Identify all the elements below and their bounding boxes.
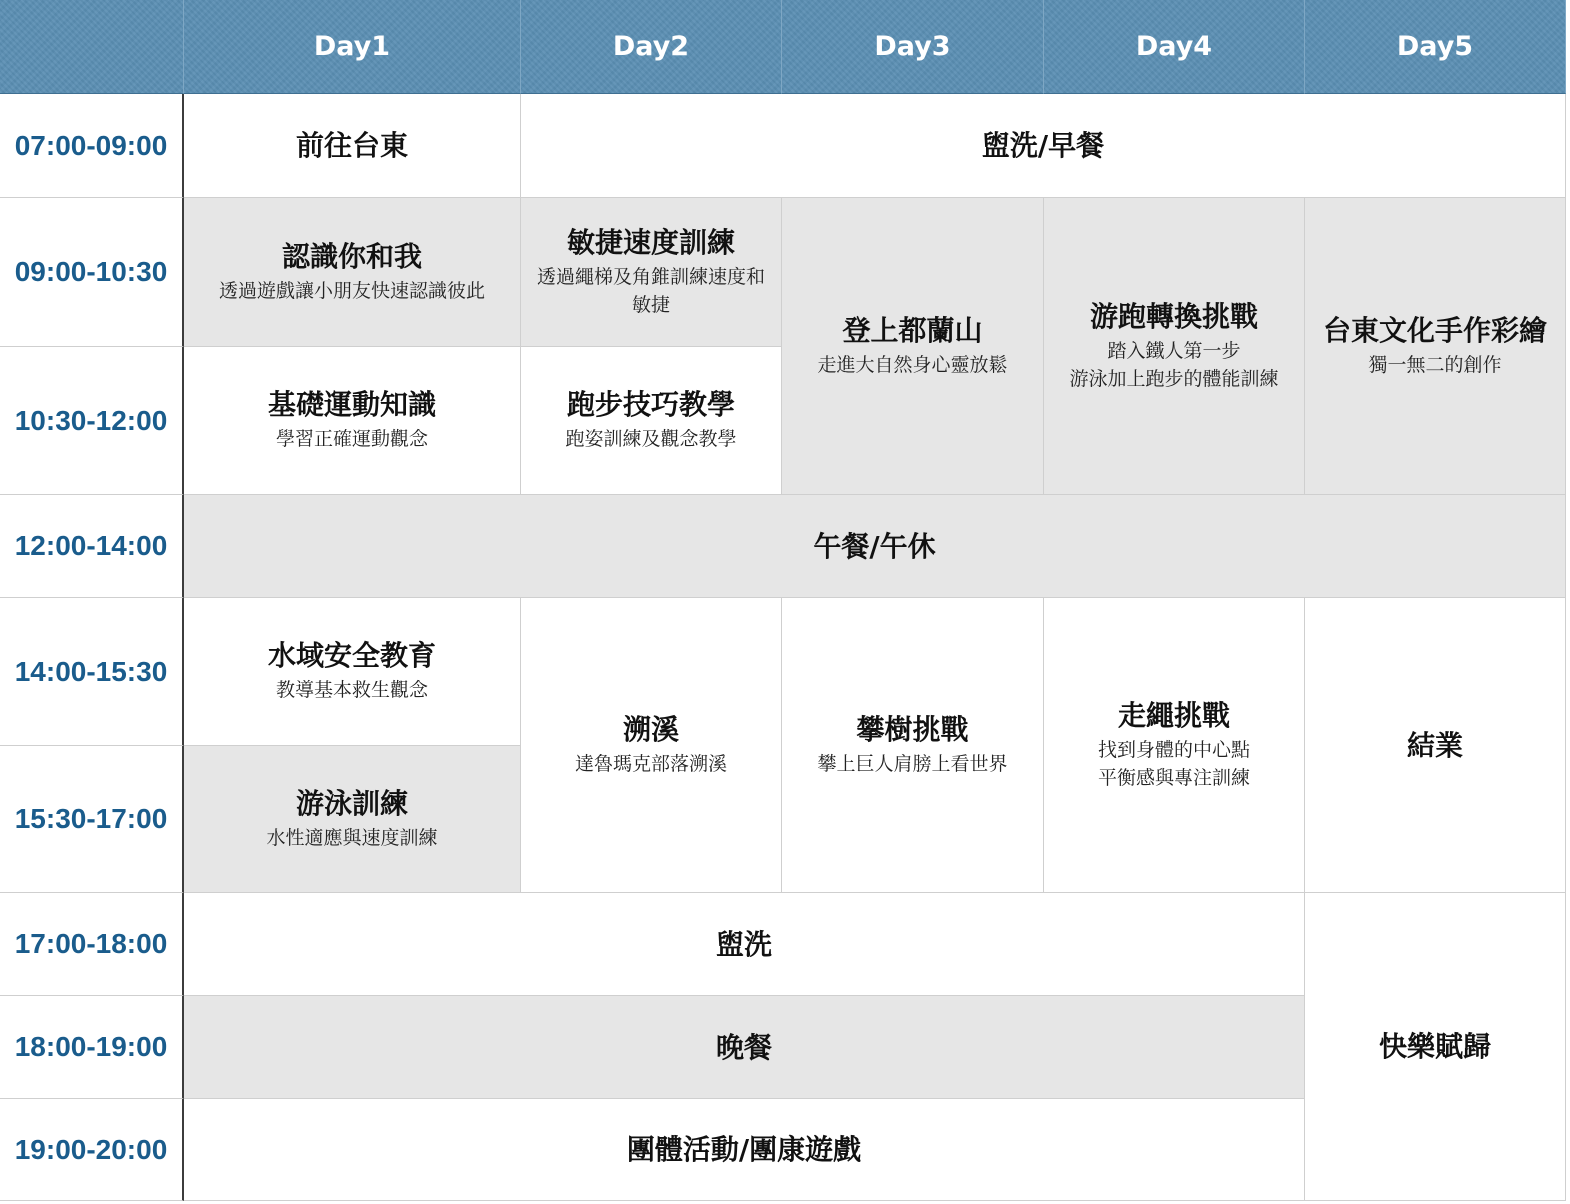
event-d3-hike <box>782 198 1044 495</box>
time-label: 17:00-18:00 <box>0 893 184 996</box>
event-title: 溯溪 <box>622 712 679 746</box>
time-label: 07:00-09:00 <box>0 94 184 198</box>
event-dinner <box>184 996 1305 1099</box>
time-label: 14:00-15:30 <box>0 598 184 746</box>
event-desc <box>258 825 445 853</box>
event-desc-line: 教導基本救生觀念 <box>275 679 428 702</box>
event-d2-river-trekking <box>521 598 782 893</box>
event-desc <box>529 264 773 319</box>
time-label: 10:30-12:00 <box>0 347 184 495</box>
event-d5-craft <box>1305 198 1566 495</box>
time-label: 19:00-20:00 <box>0 1099 184 1201</box>
event-title: 台東文化手作彩繪 <box>1322 313 1547 347</box>
time-label: 12:00-14:00 <box>0 495 184 598</box>
event-desc <box>1061 338 1286 393</box>
event-desc <box>1360 352 1509 380</box>
event-desc-line: 游泳加上跑步的體能訓練 <box>1069 367 1279 390</box>
event-lunch <box>184 495 1566 598</box>
event-desc <box>809 751 1015 779</box>
header-corner <box>0 0 184 94</box>
event-title: 基礎運動知識 <box>267 388 436 422</box>
event-d3-tree-climbing <box>782 598 1044 893</box>
event-title: 游泳訓練 <box>295 786 408 820</box>
event-d1-sports-knowledge <box>184 347 521 495</box>
event-wash-breakfast <box>521 94 1566 198</box>
header-day5: Day5 <box>1305 0 1566 94</box>
event-title: 跑步技巧教學 <box>566 388 735 422</box>
event-title: 認識你和我 <box>281 239 422 273</box>
event-desc-line: 學習正確運動觀念 <box>275 428 428 451</box>
event-title: 結業 <box>1406 728 1463 762</box>
event-desc <box>268 426 436 454</box>
event-desc-line: 踏入鐵人第一步 <box>1107 339 1241 362</box>
event-title: 盥洗/早餐 <box>981 129 1105 162</box>
event-desc-line: 跑姿訓練及觀念教學 <box>565 428 737 451</box>
event-title: 游跑轉換挑戰 <box>1089 299 1258 333</box>
event-title: 快樂賦歸 <box>1378 1030 1491 1063</box>
event-wash <box>184 893 1305 996</box>
event-group-activity <box>184 1099 1305 1201</box>
event-desc <box>268 677 436 705</box>
event-title: 水域安全教育 <box>267 639 436 673</box>
event-d1-swim-training <box>184 746 521 893</box>
event-desc <box>557 426 744 454</box>
event-d4-swimrun <box>1044 198 1305 495</box>
event-d2-running <box>521 347 782 495</box>
header-day4: Day4 <box>1044 0 1305 94</box>
event-desc-line: 走進大自然身心靈放鬆 <box>817 353 1008 376</box>
event-desc-line: 獨一無二的創作 <box>1368 353 1502 376</box>
event-desc-line: 找到身體的中心點 <box>1097 738 1250 761</box>
header-day3: Day3 <box>782 0 1044 94</box>
event-title: 團體活動/團康遊戲 <box>626 1133 862 1166</box>
event-title: 攀樹挑戰 <box>856 712 969 746</box>
event-title: 登上都蘭山 <box>842 313 983 347</box>
event-title: 敏捷速度訓練 <box>566 225 735 259</box>
event-d4-slackline <box>1044 598 1305 893</box>
event-d1-icebreaker <box>184 198 521 347</box>
time-label: 18:00-19:00 <box>0 996 184 1099</box>
event-d1-travel <box>184 94 521 198</box>
event-title: 走繩挑戰 <box>1117 698 1230 732</box>
event-desc <box>211 278 493 306</box>
event-title: 盥洗 <box>715 927 772 961</box>
time-label: 09:00-10:30 <box>0 198 184 347</box>
event-d1-water-safety <box>184 598 521 746</box>
event-desc-line: 達魯瑪克部落溯溪 <box>574 752 727 775</box>
event-desc-line: 透過繩梯及角錐訓練速度和 <box>536 265 765 288</box>
event-desc-line: 攀上巨人肩膀上看世界 <box>817 752 1008 775</box>
event-desc-line: 平衡感與專注訓練 <box>1097 766 1250 789</box>
event-d5-return-home <box>1305 893 1566 1201</box>
header-day1: Day1 <box>184 0 521 94</box>
event-desc-line: 水性適應與速度訓練 <box>266 826 438 849</box>
header-day2: Day2 <box>521 0 782 94</box>
event-title: 午餐/午休 <box>813 529 936 563</box>
event-d5-graduation <box>1305 598 1566 893</box>
event-desc-line: 敏捷 <box>631 293 670 316</box>
event-desc <box>567 751 735 779</box>
event-desc <box>809 352 1015 380</box>
event-desc-line: 透過遊戲讓小朋友快速認識彼此 <box>218 279 485 302</box>
event-d2-agility <box>521 198 782 347</box>
event-title: 晚餐 <box>715 1030 772 1064</box>
event-desc <box>1090 737 1258 792</box>
time-label: 15:30-17:00 <box>0 746 184 893</box>
event-title: 前往台東 <box>295 129 408 162</box>
